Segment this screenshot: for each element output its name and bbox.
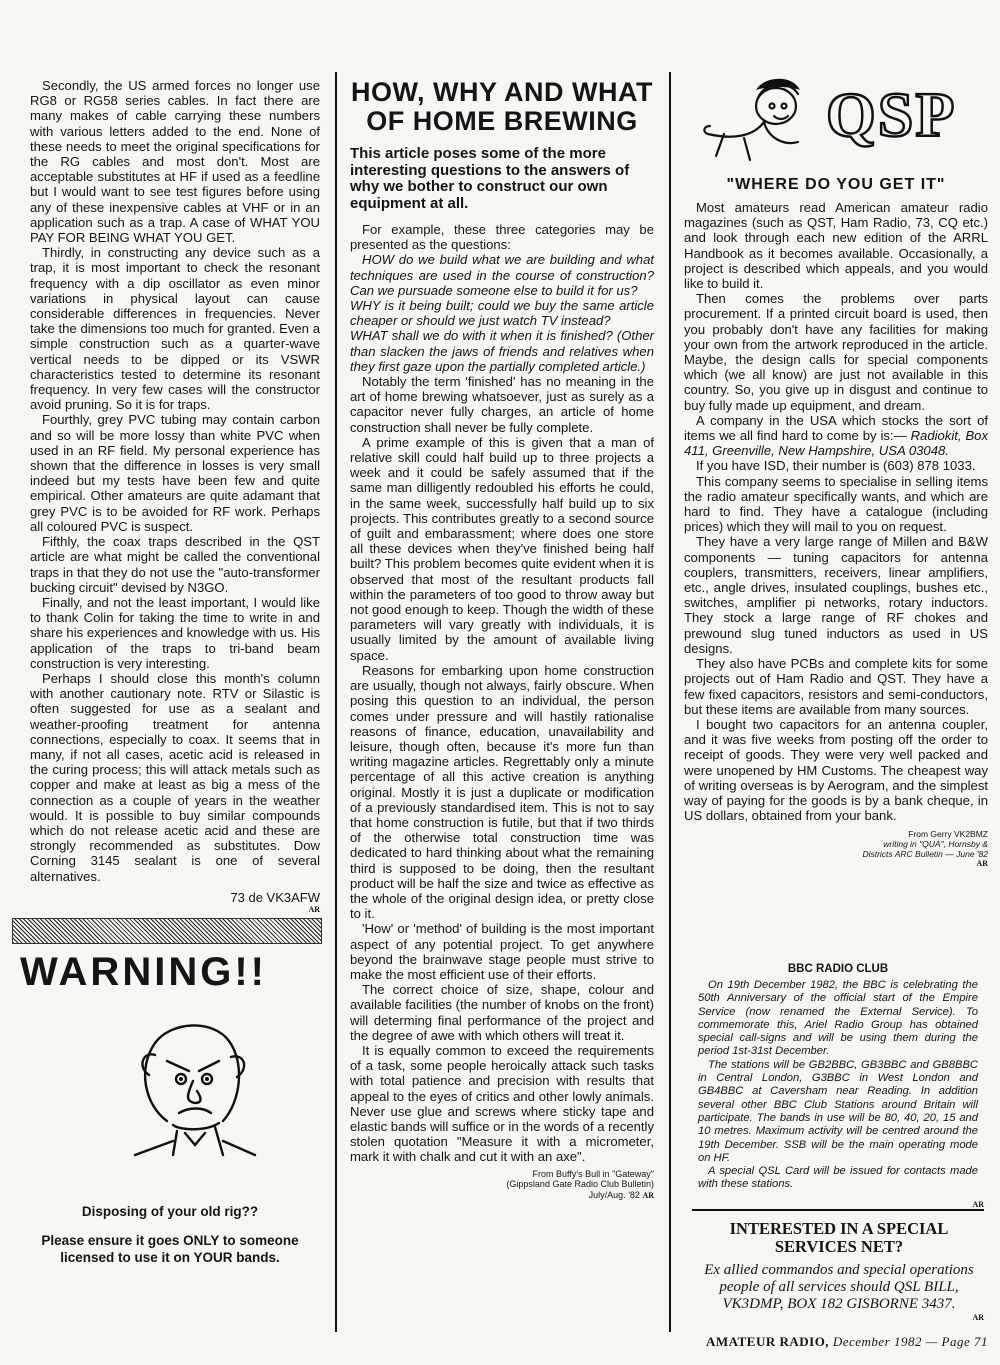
warning-line2: Please ensure it goes ONLY to someone licensed to use it on YOUR bands.	[41, 1233, 299, 1265]
credit-line: Districts ARC Bulletin — June '82	[862, 849, 988, 860]
qsp-logo: QSP	[826, 79, 957, 150]
right-paragraph: They have a very large range of Millen and B&W components — tuning capacitors for antenna couplers, transmitters, receivers, linear amplifiers, etc., angle drives, insulated couplings, bushes etc., switches, amplifier pi networks, rotary inductors. They stock a large range of RF chokes and prewound slug tuned inductors as used in US designs.	[684, 534, 988, 656]
footer-magazine: AMATEUR RADIO,	[706, 1334, 830, 1349]
left-paragraph: Perhaps I should close this month's column with another cautionary note. RTV or Silastic is often suggested for use as a sealant and weather-proofing treatment for antenna connections, especially to coax. It seems that in many, if not all cases, acetic acid is released in the curing process; this will attack metals such as copper and make at least as big a mess of the connection as a couple of years in the weather would. It is possible to buy similar compounds which do not release acetic acid and these are strongly recommended as substitutes. Dow Corning 3145 sealant is one of several alternatives.	[30, 670, 320, 884]
credit-line: writing in "QUA", Hornsby &	[883, 839, 988, 850]
bbc-paragraph: The stations will be GB2BBC, GB3BBC and GB8BBC in Central London, G3BBC in West London and GB4BBC at Caversham near Reading. In addition several other BBC Club Stations around Britain will participate. The bands in use will be 80, 40, 20, 15 and 10 metres. Maximum activity will be centred around the 19th December. SSB will be the main operating mode on HF.	[698, 1058, 978, 1164]
qsp-heading: "WHERE DO YOU GET IT"	[726, 176, 946, 193]
right-column	[684, 72, 988, 868]
ar-mark: AR	[308, 904, 320, 914]
left-paragraph: Fifthly, the coax traps described in the QST article are what might be called the conventional traps in that they do not use the "auto-transformer bucking circuit" devised by N3GO.	[30, 534, 320, 595]
warning-line1: Disposing of your old rig??	[81, 1204, 259, 1219]
question-what: WHAT shall we do with it when it is finished? (Other than slacken the jaws of friends and relatives when they first gaze upon the partially completed article.)	[350, 328, 654, 374]
company-address: Radiokit, Box 411, Greenville, New Hampshire, USA 03048.	[684, 428, 989, 459]
bbc-paragraph: A special QSL Card will be issued for contacts made with these stations.	[698, 1165, 978, 1191]
article-title: HOW, WHY AND WHAT OF HOME BREWING	[351, 77, 653, 136]
page-footer	[698, 1334, 988, 1350]
right-paragraph: They also have PCBs and complete kits for some projects out of Ham Radio and QST. They have a few fixed capacitors, resistors and semi-conductors, but these items are available from many sources.	[684, 656, 988, 717]
box-rule	[692, 1209, 984, 1211]
credit-line: From Gerry VK2BMZ	[908, 829, 988, 840]
qsp-banner	[684, 72, 988, 168]
right-paragraph: This company seems to specialise in selling items the radio amateur specifically wants, and which are hard to find. They have a catalogue (including prices) which they will mail to you on request.	[684, 473, 988, 535]
article-intro: This article poses some of the more interesting questions to the answers of why we bother to construct our own equipment at all.	[350, 145, 630, 212]
right-credit	[684, 829, 988, 859]
cartoon-mascot-illustration	[694, 76, 814, 166]
ar-mark: AR	[976, 859, 988, 869]
credit-line: From Buffy's Bull in "Gateway"	[532, 1168, 654, 1179]
middle-paragraph: A prime example of this is given that a man of relative skill could half build up to three projects a week and it could be safely assumed that if the same man dilligently redoubled his efforts he could, in the same week, successfully half build up to six projects. This contributes greatly to a second source of guilt and embarassment; where does one store all these devices when they've finished being half built? This problem becomes quite evident when it is observed that most of the resultant products fall within the parameters of too good to throw away but not good enough to keep. Though the width of these parameters will vary greatly with individuals, it is usually limited by the amount of available living space.	[350, 434, 654, 663]
middle-credit	[350, 1169, 654, 1202]
question-how: HOW do we build what we are building and what techniques are used in the course of construction? Can we pursuade someone else to build it for us?	[350, 252, 654, 298]
services-text: Ex allied commandos and special operations people of all services should QSL BILL, VK3DMP, BOX 182 GISBORNE 3437.	[704, 1262, 974, 1312]
left-paragraph: Finally, and not the least important, I would like to thank Colin for taking the time to write in and share his experiences and knowledge with us. His application of the traps to tri-band beam construction is very interesting.	[30, 594, 320, 671]
footer-issue: December 1982 — Page 71	[832, 1334, 988, 1349]
column-rule	[669, 72, 671, 1332]
services-title: INTERESTED IN A SPECIAL SERVICES NET?	[729, 1219, 949, 1256]
grumpy-face-illustration	[115, 1009, 275, 1159]
column-rule	[335, 72, 337, 1332]
bbc-paragraph: On 19th December 1982, the BBC is celebrating the 50th Anniversary of the official start of the Empire Service (now renamed the External Service). To commemorate this, Ariel Radio Group has obtained special call-signs and will be using them during the period 1st-31st December.	[698, 979, 978, 1058]
warning-box	[20, 950, 320, 1266]
middle-paragraph: The correct choice of size, shape, colour and available facilities (the number of knobs on the front) will determing final performance of the project and the degree of awe with which others will treat it.	[350, 982, 654, 1043]
credit-line: (Gippsland Gate Radio Club Bulletin)	[506, 1179, 654, 1190]
left-paragraph: Secondly, the US armed forces no longer use RG8 or RG58 series cables. In fact there are many makes of cable carrying these numbers with various letters added to the end. None of these needs to meet the original specifications for the RG cables and most don't. Most are acceptable substitutes at HF if used as a feedline but I would want to see test figures before using any of these inexpensive cables at VHF or in an application such as a trap. A case of WHAT YOU PAY FOR BEING WHAT YOU GET.	[30, 78, 320, 246]
bbc-radio-club	[698, 963, 984, 1209]
left-paragraph: Thirdly, in constructing any device such as a trap, it is most important to check the resonant frequency with a dip oscillator as even minor variations in physical layout can cause considerable differences in frequencies. Never take the dimensions too much for granted. Even a simple construction such as a quarter-wave vertical needs to be dipped or its VSWR characteristics tested to determine its resonant frequency. In very few cases will the constructor avoid pruning. So it is for traps.	[30, 245, 320, 413]
right-paragraph: If you have ISD, their number is (603) 878 1033.	[696, 458, 976, 474]
credit-line: July/Aug. '82 AR	[588, 1189, 654, 1200]
warning-title: WARNING!!	[20, 950, 267, 994]
middle-paragraph: For example, these three categories may be presented as the questions:	[350, 222, 654, 253]
ar-mark: AR	[642, 1190, 654, 1200]
hatch-divider	[12, 918, 322, 944]
question-why: WHY is it being built; could we buy the same article cheaper or should we just watch TV instead?	[350, 298, 654, 329]
right-paragraph: Most amateurs read American amateur radio magazines (such as QST, Ham Radio, 73, CQ etc.) and look through each new edition of the ARRL Handbook as it becomes available. Occasionally, a project is described which appeals, and you would like to build it.	[684, 200, 988, 292]
left-column	[30, 78, 320, 914]
middle-column	[350, 78, 654, 1201]
ar-mark: AR	[972, 1313, 984, 1322]
left-paragraph: Fourthly, grey PVC tubing may contain carbon and so will be more lossy than white PVC when used in an RF field. My personal experience has shown that the difference in losses is very small indeed but my tests have been few and quite empirical. Other amateurs are quite adamant that grey PVC is to be avoided for RF work. Perhaps all coloured PVC is suspect.	[30, 412, 320, 534]
left-signoff: 73 de VK3AFW	[230, 889, 320, 905]
middle-paragraph: Notably the term 'finished' has no meaning in the art of home brewing whatsoever, just as surely as a capacitor never fully charges, an article of home construction shall never be fully complete.	[350, 374, 654, 435]
middle-paragraph: It is equally common to exceed the requirements of a task, some people heroically attack such tasks with total patience and precision with results that appeal to the eyes of critics and other lowly animals. Never use glue and screws where sticky tape and elastic bands will suffice or in the words of a recently stolen quotation "Measure it with a micrometer, mark it with chalk and cut it with an axe".	[350, 1042, 654, 1165]
right-paragraph: I bought two capacitors for an antenna coupler, and it was five weeks from posting off the order to receipt of goods. They were very well packed and were unopened by HM Customs. The cheapest way of writing overseas is by Aerogram, and the simplest way of paying for the goods is by a bank cheque, in US dollars, obtained from your bank.	[684, 716, 988, 824]
right-paragraph: Then comes the problems over parts procurement. If a printed circuit board is used, then you probably don't have any facilities for making your own from the artwork reproduced in the article. Maybe, the design calls for special components which (we all know) are just not available in this country. So, you give up in disgust and continue to buy fully made up equipment, and dream.	[684, 291, 988, 413]
bbc-title: BBC RADIO CLUB	[787, 963, 889, 975]
right-paragraph	[684, 413, 988, 459]
middle-paragraph: Reasons for embarking upon home construction are usually, though not always, fairly obscure. When posing this question to an individual, the person comes under pressure and will hastily rationalise reasons of finance, education, unavailability and leisure, though often, because it's more fun than writing magazine articles. Regrettably only a minute percentage of all this active creation is anything original. Mostly it is just a duplicate or modification of a previously standardised item. This is not to say that home construction is futile, but that if two thirds of the otherwise total construction time was dedicated to hard thinking about what the remaining third is supposed to be doing, then the resultant product will be half the size and twice as effective as the whole of the original design idea, or pretty close to it.	[350, 662, 654, 922]
company-intro: A company in the USA which stocks the sort of items we all find hard to come by is:—	[684, 412, 988, 444]
middle-paragraph: 'How' or 'method' of building is the most important aspect of any potential project. To get anywhere beyond the brainwave stage people must strive to make the most efficient use of their efforts.	[350, 921, 654, 982]
ar-mark: AR	[972, 1199, 984, 1209]
special-services	[694, 1220, 984, 1322]
